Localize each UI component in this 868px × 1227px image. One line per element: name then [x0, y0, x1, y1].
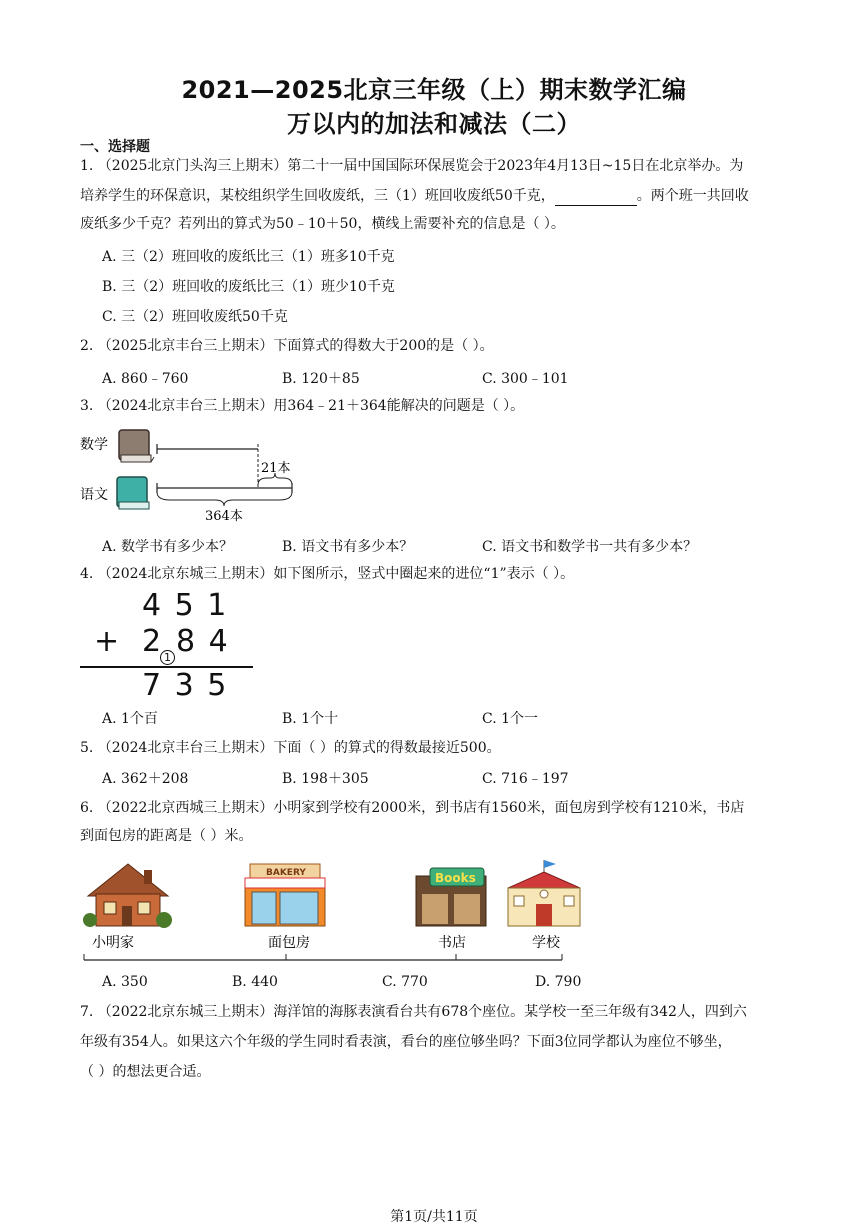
q5-option-c: C. 716﹣197 [482, 771, 569, 787]
q6-option-b: B. 440 [232, 974, 278, 990]
bookstore-label: 书店 [438, 935, 466, 951]
q1-line1: 1. （2025北京门头沟三上期末）第二十一届中国国际环保展览会于2023年4月13日~15日在北京举办。为 [80, 158, 744, 174]
math-label: 数学 [80, 437, 108, 453]
q4-option-b: B. 1个十 [282, 711, 339, 727]
q1-line2-a: 培养学生的环保意识，某校组织学生回收废纸，三（1）班回收废纸50千克， [80, 188, 555, 204]
bakery-sign: BAKERY [266, 868, 306, 878]
q3-option-b: B. 语文书有多少本？ [282, 539, 414, 555]
answer-blank [555, 191, 637, 206]
q2-stem: 2. （2025北京丰台三上期末）下面算式的得数大于200的是（ ）。 [80, 338, 494, 354]
diff-label: 21本 [261, 461, 291, 476]
sum-result: 7 3 5 [142, 668, 229, 703]
q5-option-b: B. 198＋305 [282, 771, 369, 787]
q2-option-a: A. 860﹣760 [102, 371, 189, 387]
q7-line1: 7. （2022北京东城三上期末）海洋馆的海豚表演看台共有678个座位。某学校一至三年级有342人，四到六 [80, 1004, 747, 1020]
q4-stem: 4. （2024北京东城三上期末）如下图所示，竖式中圈起来的进位“1”表示（ ）。 [80, 566, 575, 582]
plus-sign: + [94, 624, 120, 659]
q4-option-a: A. 1个百 [102, 711, 158, 727]
total-label: 364本 [205, 509, 243, 524]
chinese-book-icon [117, 477, 149, 509]
q3-option-a: A. 数学书有多少本？ [102, 539, 234, 555]
vertical-addition [80, 588, 255, 703]
q6-option-d: D. 790 [535, 974, 582, 990]
page-footer: 第1页/共11页 [390, 1209, 478, 1225]
chinese-label: 语文 [80, 487, 108, 503]
q2-option-b: B. 120＋85 [282, 371, 360, 387]
q6-option-c: C. 770 [382, 974, 428, 990]
q5-option-a: A. 362＋208 [102, 771, 189, 787]
doc-title-line1: 2021—2025北京三年级（上）期末数学汇编 [181, 76, 687, 104]
addend-1: 4 5 1 [142, 588, 229, 623]
addend-2-rest: 8 4 [176, 624, 230, 659]
carry-circle: 1 [160, 650, 175, 665]
q1-option-b: B. 三（2）班回收的废纸比三（1）班少10千克 [102, 279, 395, 295]
bookstore-icon [416, 868, 486, 926]
q7-line3: （ ）的想法更合适。 [80, 1064, 211, 1080]
bakery-label: 面包房 [268, 935, 310, 951]
section-heading: 一、选择题 [80, 139, 150, 155]
q5-stem: 5. （2024北京丰台三上期末）下面（ ）的算式的得数最接近500。 [80, 740, 501, 756]
bakery-icon [245, 864, 325, 926]
q1-line2-b: 。两个班一共回收 [636, 188, 749, 204]
q3-stem: 3. （2024北京丰台三上期末）用364﹣21＋364能解决的问题是（ ）。 [80, 398, 525, 414]
q6-line2: 到面包房的距离是（ ）米。 [80, 828, 253, 844]
q1-line2 [80, 186, 749, 206]
q4-option-c: C. 1个一 [482, 711, 539, 727]
home-label: 小明家 [92, 935, 134, 951]
house-icon [83, 864, 172, 928]
q2-option-c: C. 300﹣101 [482, 371, 569, 387]
q6-line1: 6. （2022北京西城三上期末）小明家到学校有2000米，到书店有1560米，面包房到学校有1210米，书店 [80, 800, 745, 816]
addend-2-hundreds: 2 [142, 624, 162, 659]
q6-option-a: A. 350 [102, 974, 148, 990]
q1-line3: 废纸多少千克？若列出的算式为50﹣10＋50，横线上需要补充的信息是（ ）。 [80, 216, 565, 232]
q6-figure [80, 858, 600, 968]
math-book-icon [119, 430, 154, 462]
school-icon [508, 860, 580, 926]
doc-title-line2: 万以内的加法和减法（二） [287, 110, 581, 138]
q3-option-c: C. 语文书和数学书一共有多少本？ [482, 539, 698, 555]
q1-option-c: C. 三（2）班回收废纸50千克 [102, 309, 288, 325]
q7-line2: 年级有354人。如果这六个年级的学生同时看表演，看台的座位够坐吗？下面3位同学都认为座位不够坐， [80, 1034, 732, 1050]
q3-figure [75, 422, 305, 530]
school-label: 学校 [532, 935, 560, 951]
books-sign: Books [435, 871, 476, 885]
q1-option-a: A. 三（2）班回收的废纸比三（1）班多10千克 [102, 249, 395, 265]
